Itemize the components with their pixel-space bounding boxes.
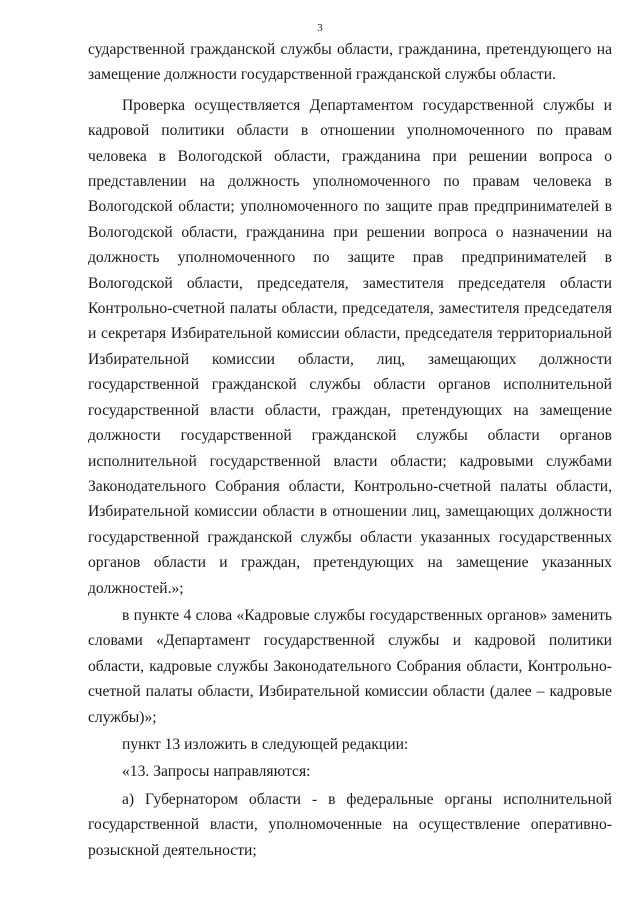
- paragraph-clause-4: в пункте 4 слова «Кадровые службы государственных органов» заменить словами «Департамент государственной службы и кадровой политики области, кадровые службы Законодательного Собрания области, Контрольно-счетной палаты области, Избирательной комиссии области (далее – кадровые службы)»;: [88, 606, 612, 726]
- paragraph-item-a: а) Губернатором области - в федеральные органы исполнительной государственной власти, уполномоченные на осуществление оперативно-розыскной деятельности;: [88, 790, 612, 859]
- paragraph-verification: Проверка осуществляется Департаментом государственной службы и кадровой политики области в отношении уполномоченного по правам человека в Вологодской области, гражданина при решении вопроса о представлении на должность уполномоченного по правам человека в Вологодской области; уполномоченного по защите прав предпринимателей в Вологодской области, гражданина при решении вопроса о назначении на должность уполномоченного по защите прав предпринимателей в Вологодской области, председателя, заместителя председателя области Контрольно-счетной палаты области, председателя, заместителя председателя и секретаря Избирательной комиссии области, председателя территориальной Избирательной комиссии области, лиц, замещающих должности государственной гражданской службы области органов исполнительной государственной власти области, граждан, претендующих на замещение должности государственной гражданской службы области органов исполнительной государственной власти области; кадровыми службами Законодательного Собрания области, Контрольно-счетной палаты области, Избирательной комиссии области в отношении лиц, замещающих должности государственной гражданской службы области указанных государственных органов области и граждан, претендующих на замещение указанных должностей.»;: [88, 96, 612, 597]
- document-body: [88, 37, 612, 863]
- paragraph-continuation: сударственной гражданской службы области, гражданина, претендующего на замещение должности государственной гражданской службы области.: [88, 41, 612, 84]
- page-number: 3: [317, 22, 323, 34]
- paragraph-clause-13-heading: «13. Запросы направляются:: [122, 763, 311, 781]
- paragraph-clause-13-intro: пункт 13 изложить в следующей редакции:: [122, 735, 409, 753]
